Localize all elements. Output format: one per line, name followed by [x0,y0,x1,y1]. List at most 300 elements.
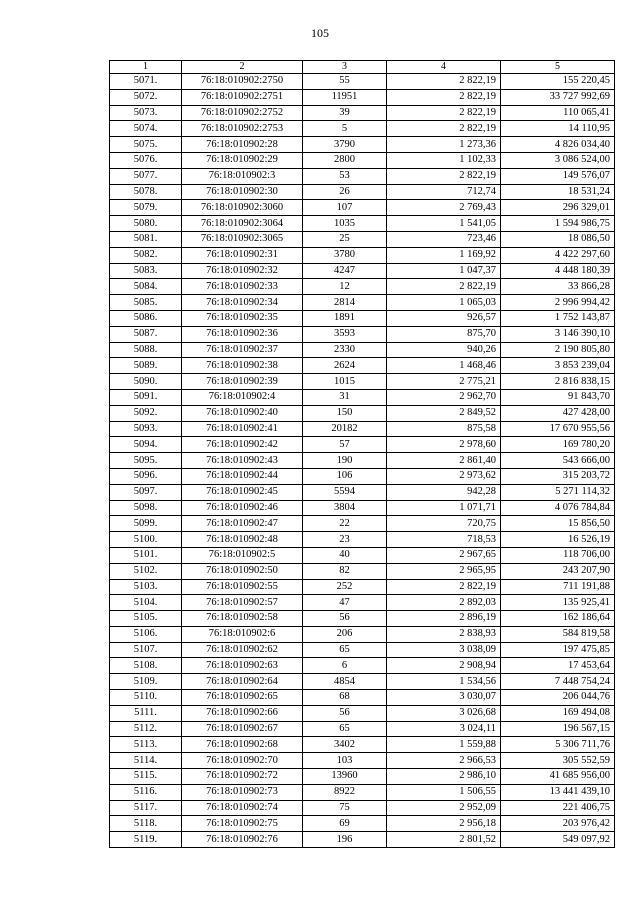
table-cell: 5 271 114,32 [501,484,615,500]
table-cell: 76:18:010902:32 [182,263,303,279]
table-row [110,374,615,390]
table-cell: 4247 [303,263,387,279]
cadastral-table [109,60,615,848]
table-row [110,200,615,216]
table-cell: 221 406,75 [501,800,615,816]
table-cell: 5116. [110,784,182,800]
table-row [110,547,615,563]
table-cell: 5110. [110,690,182,706]
table-cell: 76:18:010902:43 [182,453,303,469]
table-cell: 4 448 180,39 [501,263,615,279]
table-row [110,658,615,674]
table-cell: 2800 [303,152,387,168]
table-row [110,152,615,168]
table-row [110,326,615,342]
table-cell: 296 329,01 [501,200,615,216]
table-cell: 76:18:010902:4 [182,389,303,405]
table-row [110,279,615,295]
table-cell: 76:18:010902:6 [182,626,303,642]
table-cell: 3790 [303,137,387,153]
table-cell: 53 [303,168,387,184]
table-cell: 2 973,62 [387,468,501,484]
table-cell: 5085. [110,295,182,311]
table-cell: 3593 [303,326,387,342]
table-cell: 76:18:010902:66 [182,705,303,721]
table-row [110,216,615,232]
table-cell: 76:18:010902:3065 [182,231,303,247]
table-cell: 2 775,21 [387,374,501,390]
table-row [110,642,615,658]
table-row [110,721,615,737]
table-cell: 20182 [303,421,387,437]
table-cell: 2 849,52 [387,405,501,421]
table-cell: 41 685 956,00 [501,769,615,785]
table-row [110,342,615,358]
table-row [110,310,615,326]
table-cell: 3 038,09 [387,642,501,658]
table-cell: 942,28 [387,484,501,500]
table-cell: 1 273,36 [387,137,501,153]
table-cell: 76:18:010902:67 [182,721,303,737]
table-cell: 2 966,53 [387,753,501,769]
table-cell: 196 [303,832,387,848]
table-cell: 16 526,19 [501,532,615,548]
table-cell: 106 [303,468,387,484]
table-cell: 5105. [110,611,182,627]
table-row [110,816,615,832]
table-row [110,247,615,263]
table-cell: 203 976,42 [501,816,615,832]
table-cell: 76:18:010902:40 [182,405,303,421]
table-cell: 76:18:010902:34 [182,295,303,311]
table-cell: 5104. [110,595,182,611]
table-row [110,784,615,800]
table-cell: 75 [303,800,387,816]
table-cell: 76:18:010902:75 [182,816,303,832]
table-cell: 76:18:010902:41 [182,421,303,437]
table-cell: 1 065,03 [387,295,501,311]
page-number: 105 [311,26,329,40]
table-row [110,453,615,469]
table-cell: 55 [303,74,387,90]
table-row [110,769,615,785]
table-cell: 76:18:010902:64 [182,674,303,690]
table-cell: 2 986,10 [387,769,501,785]
table-cell: 5098. [110,500,182,516]
table-cell: 3780 [303,247,387,263]
table-cell: 76:18:010902:3064 [182,216,303,232]
table-cell: 543 666,00 [501,453,615,469]
table-cell: 76:18:010902:70 [182,753,303,769]
table-row [110,626,615,642]
table-cell: 718,53 [387,532,501,548]
table-cell: 5072. [110,89,182,105]
table-cell: 5081. [110,231,182,247]
table-cell: 26 [303,184,387,200]
table-cell: 5114. [110,753,182,769]
table-cell: 926,57 [387,310,501,326]
table-cell: 13 441 439,10 [501,784,615,800]
table-cell: 2 952,09 [387,800,501,816]
table-cell: 8922 [303,784,387,800]
table-cell: 5106. [110,626,182,642]
table-cell: 5089. [110,358,182,374]
table-row [110,105,615,121]
table-cell: 5101. [110,547,182,563]
table-cell: 2 996 994,42 [501,295,615,311]
table-cell: 76:18:010902:33 [182,279,303,295]
table-cell: 2 822,19 [387,168,501,184]
table-cell: 18 086,50 [501,231,615,247]
table-cell: 5 306 711,76 [501,737,615,753]
table-cell: 3 146 390,10 [501,326,615,342]
table-cell: 723,46 [387,231,501,247]
table-cell: 7 448 754,24 [501,674,615,690]
table-cell: 5093. [110,421,182,437]
table-row [110,500,615,516]
table-cell: 40 [303,547,387,563]
table-cell: 5091. [110,389,182,405]
table-cell: 13960 [303,769,387,785]
table-cell: 5 [303,121,387,137]
table-row [110,405,615,421]
table-cell: 5077. [110,168,182,184]
table-cell: 76:18:010902:35 [182,310,303,326]
table-cell: 65 [303,642,387,658]
table-cell: 711 191,88 [501,579,615,595]
table-cell: 76:18:010902:30 [182,184,303,200]
table-cell: 305 552,59 [501,753,615,769]
table-cell: 5083. [110,263,182,279]
table-row [110,690,615,706]
table-row [110,516,615,532]
table-cell: 1 047,37 [387,263,501,279]
table-cell: 57 [303,437,387,453]
table-cell: 76:18:010902:44 [182,468,303,484]
table-cell: 3402 [303,737,387,753]
table-cell: 76:18:010902:37 [182,342,303,358]
table-cell: 76:18:010902:47 [182,516,303,532]
table-cell: 2 816 838,15 [501,374,615,390]
table-row [110,263,615,279]
table-cell: 5087. [110,326,182,342]
table-cell: 5107. [110,642,182,658]
table-cell: 76:18:010902:68 [182,737,303,753]
table-cell: 33 727 992,69 [501,89,615,105]
table-cell: 5080. [110,216,182,232]
table-cell: 14 110,95 [501,121,615,137]
table-cell: 4854 [303,674,387,690]
table-cell: 2 962,70 [387,389,501,405]
table-cell: 4 826 034,40 [501,137,615,153]
table-cell: 12 [303,279,387,295]
table-cell: 5073. [110,105,182,121]
table-cell: 76:18:010902:2750 [182,74,303,90]
table-cell: 1 752 143,87 [501,310,615,326]
table-cell: 5112. [110,721,182,737]
table-cell: 5096. [110,468,182,484]
table-cell: 76:18:010902:28 [182,137,303,153]
table-cell: 3 026,68 [387,705,501,721]
column-header: 2 [182,61,303,74]
table-cell: 5075. [110,137,182,153]
table-cell: 3 086 524,00 [501,152,615,168]
table-cell: 11951 [303,89,387,105]
table-row [110,611,615,627]
table-cell: 76:18:010902:57 [182,595,303,611]
table-cell: 76:18:010902:50 [182,563,303,579]
table-cell: 118 706,00 [501,547,615,563]
table-row [110,437,615,453]
table-row [110,532,615,548]
table-cell: 17 670 955,56 [501,421,615,437]
table-cell: 5100. [110,532,182,548]
table-cell: 162 186,64 [501,611,615,627]
table-cell: 76:18:010902:74 [182,800,303,816]
table-cell: 5108. [110,658,182,674]
table-cell: 5086. [110,310,182,326]
table-row [110,705,615,721]
table-cell: 1 594 986,75 [501,216,615,232]
table-row [110,484,615,500]
table-row [110,563,615,579]
table-cell: 135 925,41 [501,595,615,611]
table-body [110,74,615,848]
table-cell: 5113. [110,737,182,753]
table-cell: 5084. [110,279,182,295]
table-cell: 76:18:010902:55 [182,579,303,595]
table-cell: 2 190 805,80 [501,342,615,358]
table-cell: 76:18:010902:62 [182,642,303,658]
table-cell: 5115. [110,769,182,785]
table-cell: 720,75 [387,516,501,532]
column-header: 1 [110,61,182,74]
table-row [110,421,615,437]
table-cell: 197 475,85 [501,642,615,658]
table-cell: 1 541,05 [387,216,501,232]
table-cell: 76:18:010902:76 [182,832,303,848]
table-cell: 17 453,64 [501,658,615,674]
table-cell: 76:18:010902:5 [182,547,303,563]
table-cell: 5594 [303,484,387,500]
table-cell: 5088. [110,342,182,358]
table-row [110,295,615,311]
table-cell: 3 024,11 [387,721,501,737]
table-cell: 76:18:010902:3060 [182,200,303,216]
table-cell: 3804 [303,500,387,516]
table-cell: 2 822,19 [387,579,501,595]
table-cell: 5119. [110,832,182,848]
table-cell: 1 559,88 [387,737,501,753]
table-cell: 31 [303,389,387,405]
table-cell: 2 822,19 [387,89,501,105]
column-header: 5 [501,61,615,74]
table-cell: 5097. [110,484,182,500]
table-cell: 15 856,50 [501,516,615,532]
table-cell: 76:18:010902:31 [182,247,303,263]
table-cell: 155 220,45 [501,74,615,90]
table-cell: 2 861,40 [387,453,501,469]
table-cell: 76:18:010902:72 [182,769,303,785]
table-row [110,168,615,184]
table-row [110,832,615,848]
table-cell: 875,70 [387,326,501,342]
table-row [110,231,615,247]
table-cell: 2 967,65 [387,547,501,563]
table-cell: 76:18:010902:38 [182,358,303,374]
table-cell: 1891 [303,310,387,326]
table-cell: 91 843,70 [501,389,615,405]
table-cell: 5071. [110,74,182,90]
table-cell: 110 065,41 [501,105,615,121]
table-cell: 3 853 239,04 [501,358,615,374]
table-cell: 1 468,46 [387,358,501,374]
table-cell: 5090. [110,374,182,390]
table-row [110,137,615,153]
table-cell: 169 494,08 [501,705,615,721]
table-row [110,389,615,405]
table-row [110,579,615,595]
table-cell: 169 780,20 [501,437,615,453]
table-cell: 39 [303,105,387,121]
table-cell: 76:18:010902:29 [182,152,303,168]
table-cell: 584 819,58 [501,626,615,642]
table-cell: 5111. [110,705,182,721]
table-row [110,358,615,374]
table-cell: 2624 [303,358,387,374]
table-cell: 69 [303,816,387,832]
table-cell: 2 838,93 [387,626,501,642]
table-cell: 76:18:010902:73 [182,784,303,800]
table-cell: 5095. [110,453,182,469]
table-cell: 190 [303,453,387,469]
table-row [110,121,615,137]
table-cell: 243 207,90 [501,563,615,579]
table-cell: 4 422 297,60 [501,247,615,263]
table-cell: 2 965,95 [387,563,501,579]
table-cell: 76:18:010902:46 [182,500,303,516]
table-cell: 76:18:010902:65 [182,690,303,706]
table-row [110,737,615,753]
table-cell: 549 097,92 [501,832,615,848]
table-row [110,468,615,484]
table-cell: 5109. [110,674,182,690]
table-cell: 47 [303,595,387,611]
table-cell: 5118. [110,816,182,832]
table-cell: 2 801,52 [387,832,501,848]
table-cell: 5076. [110,152,182,168]
table-cell: 5099. [110,516,182,532]
table-cell: 5102. [110,563,182,579]
table-cell: 65 [303,721,387,737]
table-cell: 1 534,56 [387,674,501,690]
table-row [110,674,615,690]
table-cell: 76:18:010902:2753 [182,121,303,137]
table-cell: 18 531,24 [501,184,615,200]
table-cell: 76:18:010902:58 [182,611,303,627]
table-cell: 1 169,92 [387,247,501,263]
table-cell: 5117. [110,800,182,816]
table-cell: 76:18:010902:39 [182,374,303,390]
table-row [110,800,615,816]
table-cell: 5078. [110,184,182,200]
table-cell: 76:18:010902:36 [182,326,303,342]
table-cell: 2 822,19 [387,105,501,121]
table-cell: 76:18:010902:3 [182,168,303,184]
table-cell: 1015 [303,374,387,390]
table-cell: 2 822,19 [387,74,501,90]
table-cell: 82 [303,563,387,579]
table-cell: 5079. [110,200,182,216]
table-cell: 427 428,00 [501,405,615,421]
table-cell: 1 102,33 [387,152,501,168]
table-cell: 23 [303,532,387,548]
table-cell: 56 [303,705,387,721]
table-cell: 2814 [303,295,387,311]
table-cell: 206 044,76 [501,690,615,706]
table-row [110,595,615,611]
table-cell: 2 892,03 [387,595,501,611]
table-cell: 2 908,94 [387,658,501,674]
table-cell: 76:18:010902:2752 [182,105,303,121]
table-cell: 25 [303,231,387,247]
table-cell: 2 769,43 [387,200,501,216]
table-cell: 1 071,71 [387,500,501,516]
table-cell: 712,74 [387,184,501,200]
table-cell: 76:18:010902:48 [182,532,303,548]
table-cell: 206 [303,626,387,642]
table-cell: 315 203,72 [501,468,615,484]
table-cell: 1035 [303,216,387,232]
table-cell: 5103. [110,579,182,595]
table-cell: 103 [303,753,387,769]
table-cell: 5092. [110,405,182,421]
table-cell: 2 822,19 [387,121,501,137]
table-cell: 149 576,07 [501,168,615,184]
table-cell: 2330 [303,342,387,358]
table-cell: 107 [303,200,387,216]
table-cell: 68 [303,690,387,706]
table-cell: 3 030,07 [387,690,501,706]
table-cell: 5082. [110,247,182,263]
table-row [110,184,615,200]
table-cell: 196 567,15 [501,721,615,737]
table-cell: 2 956,18 [387,816,501,832]
table-cell: 150 [303,405,387,421]
table-row [110,753,615,769]
column-header: 4 [387,61,501,74]
table-cell: 875,58 [387,421,501,437]
table-row [110,74,615,90]
table-cell: 252 [303,579,387,595]
table-cell: 2 896,19 [387,611,501,627]
column-header: 3 [303,61,387,74]
table-cell: 22 [303,516,387,532]
table-cell: 6 [303,658,387,674]
table-row [110,89,615,105]
table-cell: 76:18:010902:2751 [182,89,303,105]
table-cell: 76:18:010902:63 [182,658,303,674]
table-cell: 33 866,28 [501,279,615,295]
table-cell: 2 822,19 [387,279,501,295]
table-cell: 2 978,60 [387,437,501,453]
table-cell: 76:18:010902:42 [182,437,303,453]
table-cell: 5094. [110,437,182,453]
table-cell: 76:18:010902:45 [182,484,303,500]
table-cell: 1 506,55 [387,784,501,800]
table-header-row [110,61,615,74]
table-cell: 56 [303,611,387,627]
